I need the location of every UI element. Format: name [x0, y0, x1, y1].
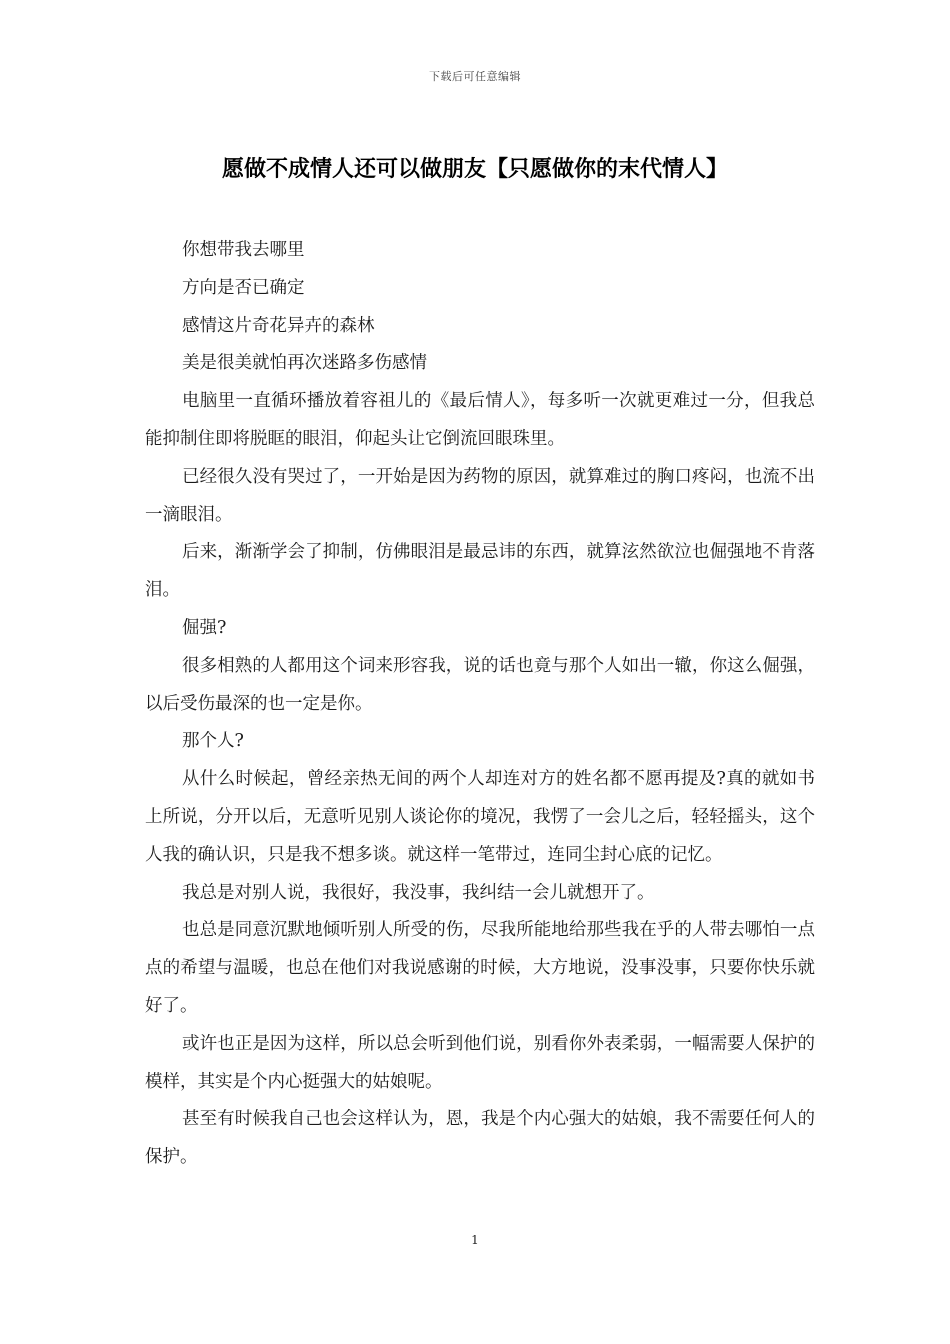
paragraph: 很多相熟的人都用这个词来形容我，说的话也竟与那个人如出一辙，你这么倔强，以后受伤最深的也一定是你。: [145, 655, 815, 714]
paragraph: 倔强?: [182, 617, 227, 638]
paragraph: 电脑里一直循环播放着容祖儿的《最后情人》，每多听一次就更难过一分，但我总能抑制住即将脱眶的眼泪，仰起头让它倒流回眼珠里。: [145, 391, 815, 449]
paragraph: 感情这片奇花异卉的森林: [182, 315, 375, 336]
paragraph: 那个人?: [182, 731, 244, 752]
paragraph: 从什么时候起，曾经亲热无间的两个人却连对方的姓名都不愿再提及?真的就如书上所说，分开以后，无意听见别人谈论你的境况，我愣了一会儿之后，轻轻摇头，这个人我的确认识，只是我不想多谈。就这样一笔带过，连同尘封心底的记忆。: [145, 769, 815, 865]
paragraph: 你想带我去哪里: [182, 240, 305, 260]
paragraph: 也总是同意沉默地倾听别人所受的伤，尽我所能地给那些我在乎的人带去哪怕一点点的希望与温暖，也总在他们对我说感谢的时候，大方地说，没事没事，只要你快乐就好了。: [145, 920, 815, 1016]
paragraph: 美是很美就怕再次迷路多伤感情: [182, 353, 427, 374]
paragraph: 方向是否已确定: [182, 277, 305, 298]
document-title: 愿做不成情人还可以做朋友【只愿做你的末代情人】: [221, 156, 728, 182]
header-note: 下载后可任意编辑: [429, 70, 521, 83]
paragraph: 甚至有时候我自己也会这样认为，恩，我是个内心强大的姑娘，我不需要任何人的保护。: [145, 1109, 815, 1168]
document-body: [145, 232, 815, 1177]
paragraph: 后来，渐渐学会了抑制，仿佛眼泪是最忌讳的东西，就算泫然欲泣也倔强地不肯落泪。: [145, 542, 815, 601]
page-number: 1: [471, 1233, 479, 1247]
paragraph: 或许也正是因为这样，所以总会听到他们说，别看你外表柔弱，一幅需要人保护的模样，其实是个内心挺强大的姑娘呢。: [145, 1033, 815, 1092]
paragraph: 我总是对别人说，我很好，我没事，我纠结一会儿就想开了。: [182, 882, 655, 903]
paragraph: 已经很久没有哭过了，一开始是因为药物的原因，就算难过的胸口疼闷，也流不出一滴眼泪。: [145, 466, 815, 525]
